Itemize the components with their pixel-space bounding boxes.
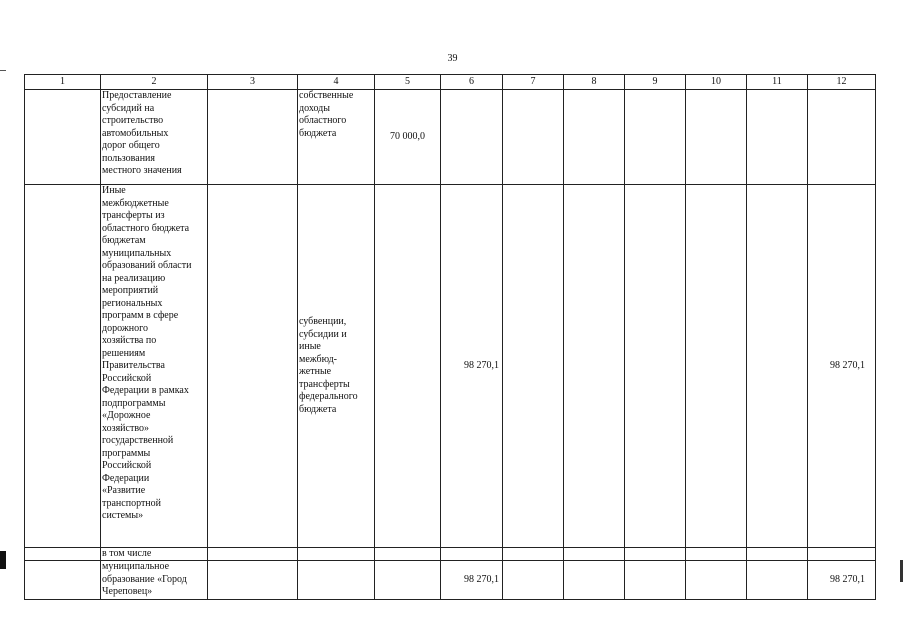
- table-cell: [564, 561, 625, 600]
- table-cell: [208, 90, 298, 185]
- header-cell: 11: [747, 75, 808, 90]
- amount-col5: [375, 185, 441, 548]
- table-cell: [625, 185, 686, 548]
- table-cell: [564, 548, 625, 561]
- header-cell: 2: [101, 75, 208, 90]
- amount-col12: 98 270,1: [808, 185, 876, 548]
- table-cell: [503, 548, 564, 561]
- header-cell: 5: [375, 75, 441, 90]
- scan-artifact-line: [0, 70, 6, 71]
- table-cell: [564, 90, 625, 185]
- table-row: [25, 90, 876, 185]
- table-cell: [503, 90, 564, 185]
- table-cell: [747, 561, 808, 600]
- amount-col12: [808, 548, 876, 561]
- row-description: муниципальное образование «Город Череповец»: [101, 561, 208, 600]
- funding-source: [298, 548, 375, 561]
- table-cell: [208, 548, 298, 561]
- table-cell: [25, 561, 101, 600]
- table-cell: [25, 548, 101, 561]
- header-cell: 12: [808, 75, 876, 90]
- row-description: Иные межбюджетные трансферты из областного бюджета бюджетам муниципальных образований области на реализацию мероприятий региональных программ в сфере дорожного хозяйства по решениям Правительства Российской Федерации в рамках подпрограммы «Дорожное хозяйство» государственной программы Российской Федерации «Развитие транспортной системы»: [101, 185, 208, 548]
- row-description: Предоставление субсидий на строительство автомобильных дорог общего пользования местного значения: [101, 90, 208, 185]
- amount-col6: [441, 548, 503, 561]
- header-cell: 3: [208, 75, 298, 90]
- amount-col6: 98 270,1: [441, 561, 503, 600]
- table-cell: [625, 90, 686, 185]
- table-cell: [747, 185, 808, 548]
- funding-source: [298, 561, 375, 600]
- amount-col5: 70 000,0: [375, 90, 441, 185]
- scan-margin-mark-left: [0, 551, 6, 569]
- amount-col5: [375, 561, 441, 600]
- table-cell: [747, 90, 808, 185]
- amount-col6: 98 270,1: [441, 185, 503, 548]
- budget-table: [24, 74, 876, 600]
- header-cell: 4: [298, 75, 375, 90]
- amount-col12: [808, 90, 876, 185]
- scan-margin-mark-right: [900, 560, 903, 582]
- table-row: [25, 548, 876, 561]
- amount-col5: [375, 548, 441, 561]
- header-cell: 10: [686, 75, 747, 90]
- header-cell: 1: [25, 75, 101, 90]
- table-cell: [25, 185, 101, 548]
- page-number: 39: [447, 53, 458, 64]
- header-cell: 6: [441, 75, 503, 90]
- table-cell: [747, 548, 808, 561]
- header-row: [25, 75, 876, 90]
- table-row: [25, 561, 876, 600]
- amount-col12: 98 270,1: [808, 561, 876, 600]
- table-row: [25, 185, 876, 548]
- row-description: в том числе: [101, 548, 208, 561]
- table-cell: [208, 185, 298, 548]
- table-cell: [208, 561, 298, 600]
- table-cell: [686, 548, 747, 561]
- table-cell: [686, 561, 747, 600]
- table-cell: [25, 90, 101, 185]
- table-cell: [686, 90, 747, 185]
- header-cell: 9: [625, 75, 686, 90]
- header-cell: 8: [564, 75, 625, 90]
- table-cell: [503, 561, 564, 600]
- amount-col6: [441, 90, 503, 185]
- funding-source: субвенции, субсидии и иные межбюд- жетные трансферты федерального бюджета: [298, 185, 375, 548]
- table-cell: [625, 548, 686, 561]
- table-cell: [625, 561, 686, 600]
- table-cell: [503, 185, 564, 548]
- funding-source: собственные доходы областного бюджета: [298, 90, 375, 185]
- table-cell: [686, 185, 747, 548]
- header-cell: 7: [503, 75, 564, 90]
- table-cell: [564, 185, 625, 548]
